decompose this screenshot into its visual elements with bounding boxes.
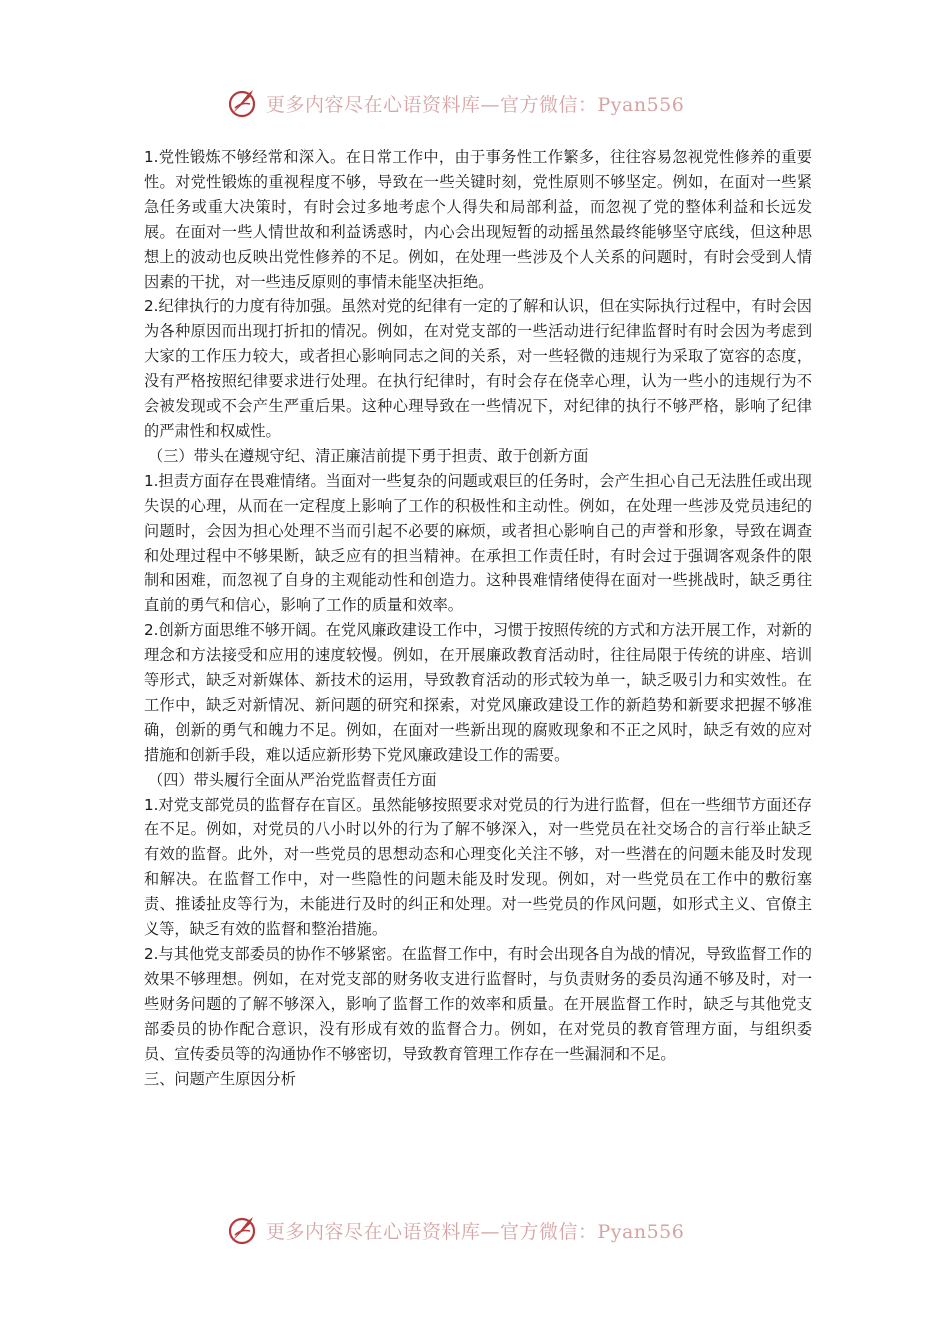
section-heading: （三）带头在遵规守纪、清正廉洁前提下勇于担责、敢于创新方面 (148, 446, 589, 465)
paragraph: 1.党性锻炼不够经常和深入。在日常工作中，由于事务性工作繁多，往往容易忽视党性修养的重要性。对党性锻炼的重视程度不够，导致在一些关键时刻，党性原则不够坚定。例如，在面对一些紧急任务或重大决策时，有时会过多地考虑个人得失和局部利益，而忽视了党的整体利益和长远发展。在面对一些人情世故和利益诱惑时，内心会出现短暂的动摇虽然最终能够坚守底线，但这种思想上的波动也反映出党性修养的不足。例如，在处理一些涉及个人关系的问题时，有时会受到人情因素的干扰，对一些违反原则的事情未能坚决拒绝。 (144, 148, 812, 291)
footer-banner (226, 1213, 684, 1247)
brush-logo-icon (226, 86, 260, 120)
paragraph: 2.创新方面思维不够开阔。在党风廉政建设工作中，习惯于按照传统的方式和方法开展工作，对新的理念和方法接受和应用的速度较慢。例如，在开展廉政教育活动时，往往局限于传统的讲座、培训等形式，缺乏对新媒体、新技术的运用，导致教育活动的形式较为单一，缺乏吸引力和实效性。在工作中，缺乏对新情况、新问题的研究和探索，对党风廉政建设工作的新趋势和新要求把握不够准确，创新的勇气和魄力不足。例如，在面对一些新出现的腐败现象和不正之风时，缺乏有效的应对措施和创新手段，难以适应新形势下党风廉政建设工作的需要。 (144, 621, 812, 764)
footer-banner-text: 更多内容尽在心语资料库—官方微信：Pyan556 (266, 1220, 685, 1243)
paragraph: 1.对党支部党员的监督存在盲区。虽然能够按照要求对党员的行为进行监督，但在一些细节方面还存在不足。例如，对党员的八小时以外的行为了解不够深入，对一些党员在社交场合的言行举止缺乏有效的监督。此外，对一些党员的思想动态和心理变化关注不够，对一些潜在的问题未能及时发现和解决。在监督工作中，对一些隐性的问题未能及时发现。例如，对一些党员在工作中的敷衍塞责、推诿扯皮等行为，未能进行及时的纠正和处理。对一些党员的作风问题，如形式主义、官僚主义等，缺乏有效的监督和整治措施。 (144, 795, 812, 939)
document-body (144, 145, 812, 1091)
brush-logo-icon (226, 1213, 260, 1247)
paragraph: 2.与其他党支部委员的协作不够紧密。在监督工作中，有时会出现各自为战的情况，导致监督工作的效果不够理想。例如，在对党支部的财务收支进行监督时，与负责财务的委员沟通不够及时，对一些财务问题的了解不够深入，影响了监督工作的效率和质量。在开展监督工作时，缺乏与其他党支部委员的协作配合意识，没有形成有效的监督合力。例如，在对党员的教育管理方面，与组织委员、宣传委员等的沟通协作不够密切，导致教育管理工作存在一些漏洞和不足。 (144, 945, 812, 1063)
section-heading: 三、问题产生原因分析 (144, 1069, 296, 1088)
section-heading: （四）带头履行全面从严治党监督责任方面 (148, 770, 437, 789)
header-banner (226, 86, 684, 120)
paragraph: 2.纪律执行的力度有待加强。虽然对党的纪律有一定的了解和认识，但在实际执行过程中，有时会因为各种原因而出现打折扣的情况。例如，在对党支部的一些活动进行纪律监督时有时会因为考虑到大家的工作压力较大，或者担心影响同志之间的关系，对一些轻微的违规行为采取了宽容的态度，没有严格按照纪律要求进行处理。在执行纪律时，有时会存在侥幸心理，认为一些小的违规行为不会被发现或不会产生严重后果。这种心理导致在一些情况下，对纪律的执行不够严格，影响了纪律的严肃性和权威性。 (144, 297, 812, 440)
header-banner-text: 更多内容尽在心语资料库—官方微信：Pyan556 (266, 93, 685, 116)
paragraph: 1.担责方面存在畏难情绪。当面对一些复杂的问题或艰巨的任务时，会产生担心自己无法胜任或出现失误的心理，从而在一定程度上影响了工作的积极性和主动性。例如，在处理一些涉及党员违纪的问题时，会因为担心处理不当而引起不必要的麻烦，或者担心影响自己的声誉和形象，导致在调查和处理过程中不够果断，缺乏应有的担当精神。在承担工作责任时，有时会过于强调客观条件的限制和困难，而忽视了自身的主观能动性和创造力。这种畏难情绪使得在面对一些挑战时，缺乏勇往直前的勇气和信心，影响了工作的质量和效率。 (144, 471, 812, 615)
